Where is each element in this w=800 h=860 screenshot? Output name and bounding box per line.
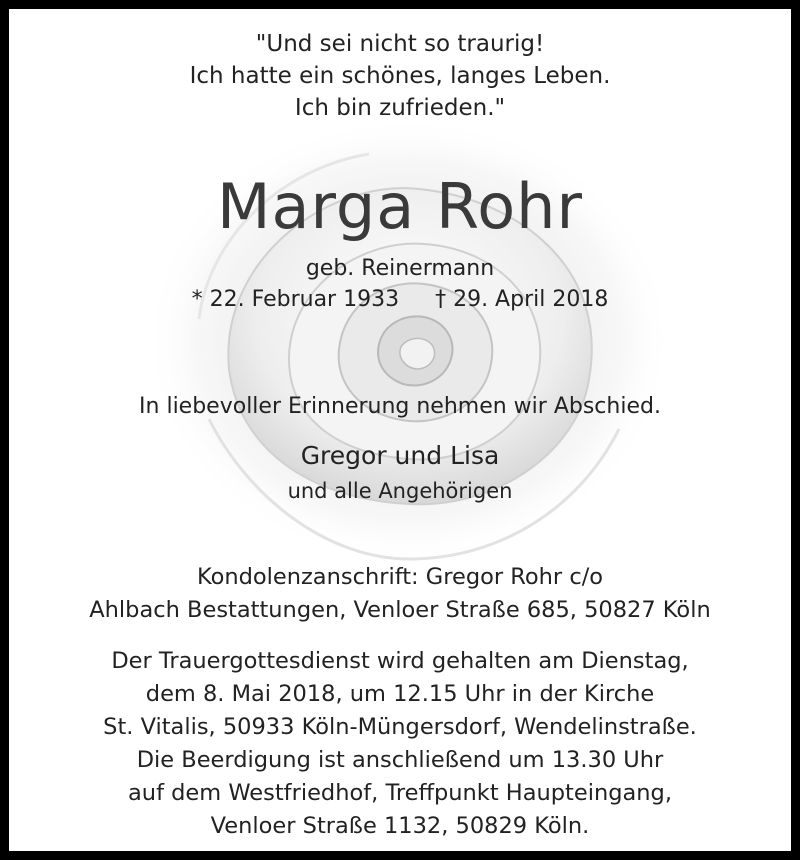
deceased-name: Marga Rohr (217, 170, 583, 243)
quote-line-3: Ich bin zufrieden." (294, 95, 506, 121)
service-line-4: Die Beerdigung ist anschließend um 13.30 Uhr (136, 747, 664, 773)
death-date: † 29. April 2018 (435, 287, 609, 312)
birth-date: * 22. Februar 1933 (191, 287, 400, 312)
quote-line-1: "Und sei nicht so traurig! (255, 31, 545, 57)
life-dates (9, 289, 791, 311)
relatives-text: und alle Angehörigen (287, 479, 513, 503)
farewell-text: In liebevoller Erinnerung nehmen wir Abschied. (139, 394, 661, 419)
service-line-6: Venloer Straße 1132, 50829 Köln. (210, 813, 590, 839)
condolence-address-line-2: Ahlbach Bestattungen, Venloer Straße 685, 50827 Köln (89, 597, 711, 623)
family-names: Gregor und Lisa (300, 441, 500, 470)
condolence-address-line-1: Kondolenzanschrift: Gregor Rohr c/o (196, 564, 604, 590)
service-line-2: dem 8. Mai 2018, um 12.15 Uhr in der Kirche (145, 681, 655, 707)
service-line-1: Der Trauergottesdienst wird gehalten am Dienstag, (111, 648, 689, 674)
service-line-3: St. Vitalis, 50933 Köln-Müngersdorf, Wendelinstraße. (103, 714, 697, 740)
quote-line-2: Ich hatte ein schönes, langes Leben. (189, 63, 611, 89)
birth-name: geb. Reinermann (305, 256, 495, 281)
service-line-5: auf dem Westfriedhof, Treffpunkt Haupteingang, (128, 780, 672, 806)
